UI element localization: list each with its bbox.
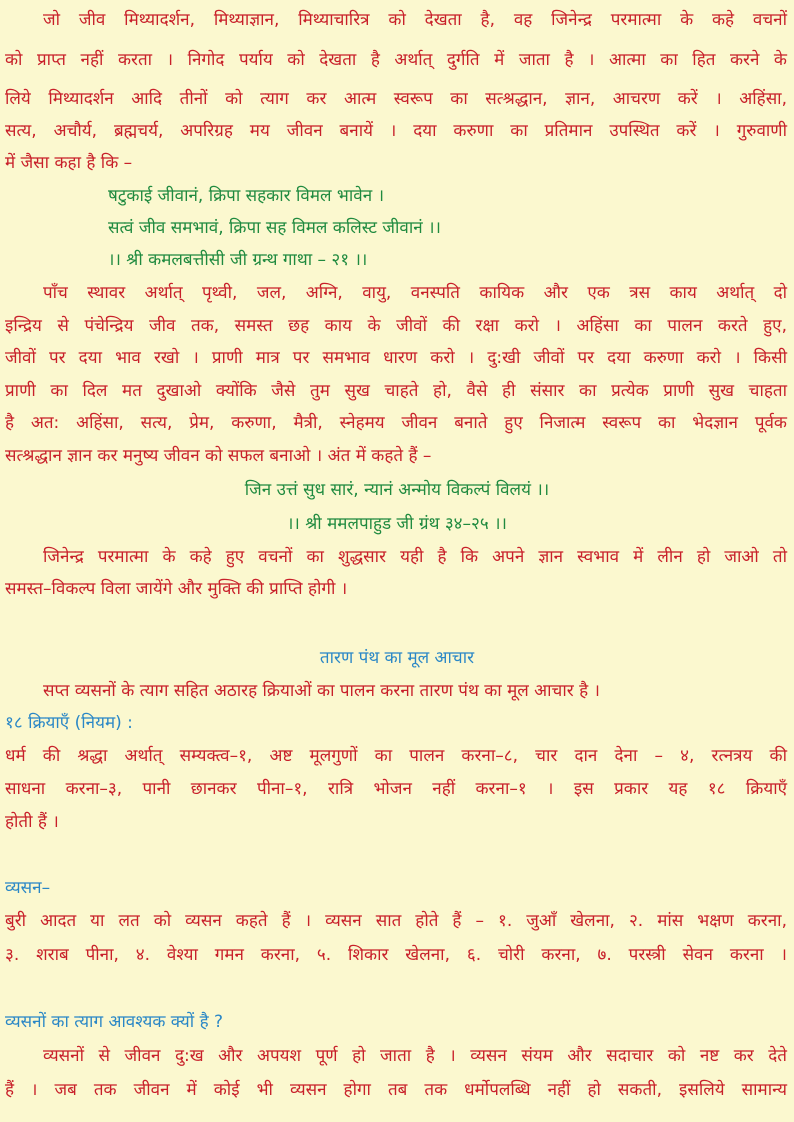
paragraph-line: है अत: अहिंसा, सत्य, प्रेम, करुणा, मैत्री, स्नेहमय जीवन बनाते हुए निजात्म स्वरूप का भेदज्ञान पूर्वक: [5, 413, 787, 433]
paragraph-line: सत्श्रद्धान ज्ञान कर मनुष्य जीवन को सफल बनाओ । अंत में कहते हैं –: [5, 446, 432, 466]
section-title: तारण पंथ का मूल आचार: [319, 648, 475, 668]
document-page: [5, 0, 789, 1122]
paragraph-line: प्राणी का दिल मत दुखाओ क्योंकि जैसे तुम सुख चाहते हो, वैसे ही संसार का प्रत्येक प्राणी सुख चाहता: [5, 381, 787, 401]
kriya-heading: १८ क्रियाएँ (नियम) :: [5, 713, 133, 733]
paragraph-line: जो जीव मिथ्यादर्शन, मिथ्याज्ञान, मिथ्याचारित्र को देखता है, वह जिनेन्द्र परमात्मा के कहे वचनों: [43, 10, 787, 30]
paragraph-line: में जैसा कहा है कि –: [5, 153, 133, 173]
why-line: व्यसनों से जीवन दु:ख और अपयश पूर्ण हो जाता है । व्यसन संयम और सदाचार को नष्ट कर देते: [43, 1046, 787, 1066]
kriya-line: होती हैं ।: [5, 812, 59, 832]
verse-citation: ।। श्री ममलपाहुड जी ग्रंथ ३४–२५ ।।: [286, 514, 507, 534]
paragraph-line: लिये मिथ्यादर्शन आदि तीनों को त्याग कर आत्म स्वरूप का सत्श्रद्धान, ज्ञान, आचरण करें । अहिंसा,: [5, 89, 787, 109]
vyasan-heading: व्यसन–: [5, 878, 51, 898]
verse-citation: ।। श्री कमलबत्तीसी जी ग्रन्थ गाथा – २१ ।।: [108, 250, 368, 270]
verse-line: जिन उत्तं सुध सारं, न्यानं अन्मोय विकल्पं विलयं ।।: [244, 480, 550, 500]
verse-line: सत्वं जीव समभावं, क्रिपा सह विमल कलिस्ट जीवानं ।।: [108, 218, 441, 238]
paragraph-line: समस्त–विकल्प विला जायेंगे और मुक्ति की प्राप्ति होगी ।: [5, 579, 348, 599]
section-intro: सप्त व्यसनों के त्याग सहित अठारह क्रियाओं का पालन करना तारण पंथ का मूल आचार है ।: [43, 681, 600, 701]
vyasan-line: ३. शराब पीना, ४. वेश्या गमन करना, ५. शिकार खेलना, ६. चोरी करना, ७. परस्त्री सेवन करना ।: [5, 945, 787, 965]
vyasan-line: बुरी आदत या लत को व्यसन कहते हैं । व्यसन सात होते हैं – १. जुआँ खेलना, २. मांस भक्षण करना,: [5, 911, 787, 931]
kriya-line: साधना करना–३, पानी छानकर पीना–१, रात्रि भोजन नहीं करना–१ । इस प्रकार यह १८ क्रियाएँ: [5, 779, 787, 799]
paragraph-line: जीवों पर दया भाव रखो । प्राणी मात्र पर समभाव धारण करो । दु:खी जीवों पर दया करुणा करो । किसी: [5, 348, 787, 368]
paragraph-line: पाँच स्थावर अर्थात् पृथ्वी, जल, अग्नि, वायु, वनस्पति कायिक और एक त्रस काय अर्थात् दो: [43, 283, 787, 303]
why-line: हैं । जब तक जीवन में कोई भी व्यसन होगा तब तक धर्मोपलब्धि नहीं हो सकती, इसलिये सामान्य: [5, 1080, 787, 1100]
paragraph-line: जिनेन्द्र परमात्मा के कहे हुए वचनों का शुद्धसार यही है कि अपने ज्ञान स्वभाव में लीन हो जाओ तो: [43, 547, 787, 567]
why-heading: व्यसनों का त्याग आवश्यक क्यों है ?: [5, 1012, 224, 1032]
paragraph-line: को प्राप्त नहीं करता । निगोद पर्याय को देखता है अर्थात् दुर्गति में जाता है । आत्मा का हित करने के: [5, 50, 787, 70]
verse-line: षटुकाई जीवानं, क्रिपा सहकार विमल भावेन ।: [108, 186, 385, 206]
kriya-line: धर्म की श्रद्धा अर्थात् सम्यक्त्व–१, अष्ट मूलगुणों का पालन करना–८, चार दान देना – ४, रत्नत्रय की: [5, 746, 787, 766]
paragraph-line: सत्य, अचौर्य, ब्रह्मचर्य, अपरिग्रह मय जीवन बनायें । दया करुणा का प्रतिमान उपस्थित करें । गुरुवाणी: [5, 121, 787, 141]
paragraph-line: इन्द्रिय से पंचेन्द्रिय जीव तक, समस्त छह काय के जीवों की रक्षा करो । अहिंसा का पालन करते हुए,: [5, 316, 787, 336]
